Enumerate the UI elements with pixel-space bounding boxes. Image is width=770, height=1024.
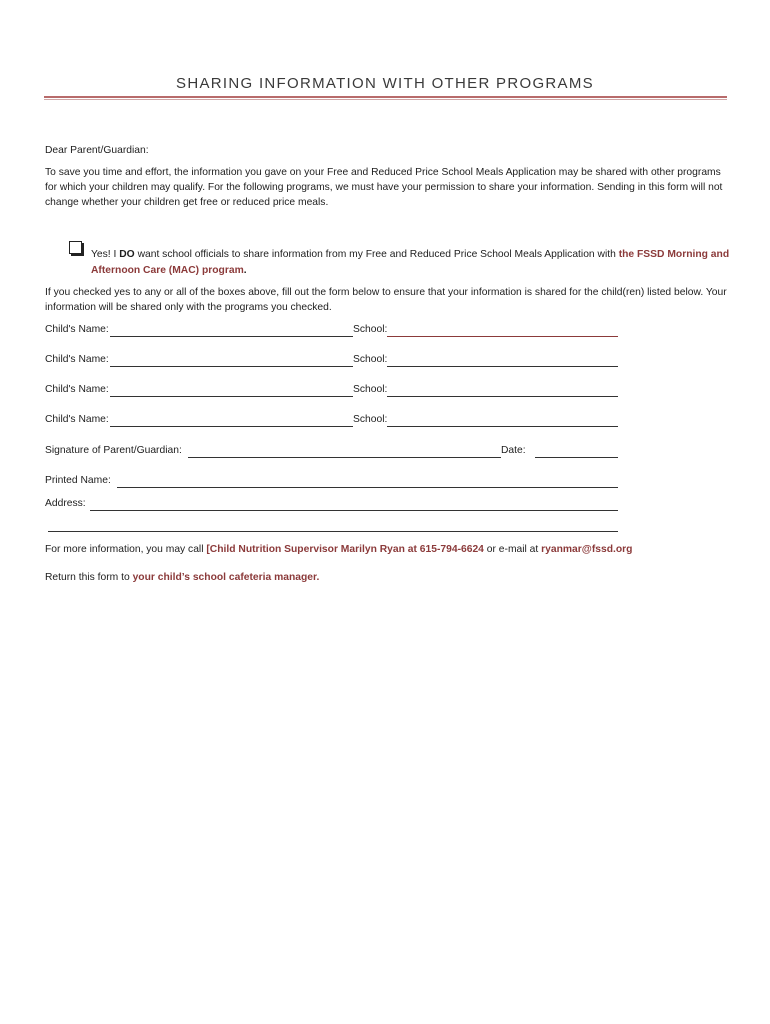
consent-checkbox[interactable] (69, 241, 82, 254)
title-rule (44, 96, 727, 98)
date-field[interactable] (535, 457, 618, 458)
child-name-label: Child's Name: (45, 414, 109, 425)
address-label: Address: (45, 498, 86, 509)
printed-name-label: Printed Name: (45, 475, 111, 486)
child-name-field[interactable] (110, 396, 353, 397)
child-name-field[interactable] (110, 366, 353, 367)
contact-line (45, 542, 735, 557)
signature-label: Signature of Parent/Guardian: (45, 445, 182, 456)
school-label: School: (353, 384, 388, 395)
salutation: Dear Parent/Guardian: (45, 145, 149, 156)
contact-email[interactable]: ryanmar@fssd.org (541, 544, 633, 555)
consent-part1: Yes! I (91, 249, 120, 260)
contact-middle: or e-mail at (483, 544, 542, 555)
child-name-label: Child's Name: (45, 354, 109, 365)
child-name-field[interactable] (110, 336, 353, 337)
return-prefix: Return this form to (45, 572, 133, 583)
return-line (45, 570, 735, 585)
page-title: SHARING INFORMATION WITH OTHER PROGRAMS (176, 75, 594, 92)
instructions-paragraph: If you checked yes to any or all of the boxes above, fill out the form below to ensure that your information is shared for the child(ren) listed below. Your information will be shared only with the programs you checked. (45, 287, 727, 314)
printed-name-field[interactable] (117, 487, 618, 488)
consent-part2: want school officials to share information from my Free and Reduced Price School Meals Application with (134, 249, 619, 260)
school-label: School: (353, 354, 388, 365)
school-field[interactable] (387, 336, 618, 337)
school-field[interactable] (387, 426, 618, 427)
signature-field[interactable] (188, 457, 501, 458)
school-label: School: (353, 414, 388, 425)
address-field-line2[interactable] (48, 531, 618, 532)
consent-do-word: DO (119, 249, 135, 260)
contact-name: [Child Nutrition Supervisor Marilyn Ryan at 615-794-6624 (206, 544, 484, 555)
school-field[interactable] (387, 396, 618, 397)
consent-period: . (243, 264, 247, 276)
child-name-label: Child's Name: (45, 324, 109, 335)
date-label: Date: (501, 445, 526, 456)
consent-program: the FSSD Morning and Afternoon Care (MAC) program (91, 249, 730, 276)
child-name-label: Child's Name: (45, 384, 109, 395)
contact-prefix: For more information, you may call (45, 544, 207, 555)
school-label: School: (353, 324, 388, 335)
consent-text (91, 247, 731, 278)
return-target: your child’s school cafeteria manager. (132, 572, 320, 583)
title-rule-thin (44, 99, 727, 100)
school-field[interactable] (387, 366, 618, 367)
address-field[interactable] (90, 510, 618, 511)
intro-paragraph: To save you time and effort, the information you gave on your Free and Reduced Price School Meals Application may be shared with other programs for which your children may qualify. For the following programs, we must have your permission to share your information. Sending in this form will not change whether your children get free or reduced price meals. (45, 167, 723, 209)
child-name-field[interactable] (110, 426, 353, 427)
